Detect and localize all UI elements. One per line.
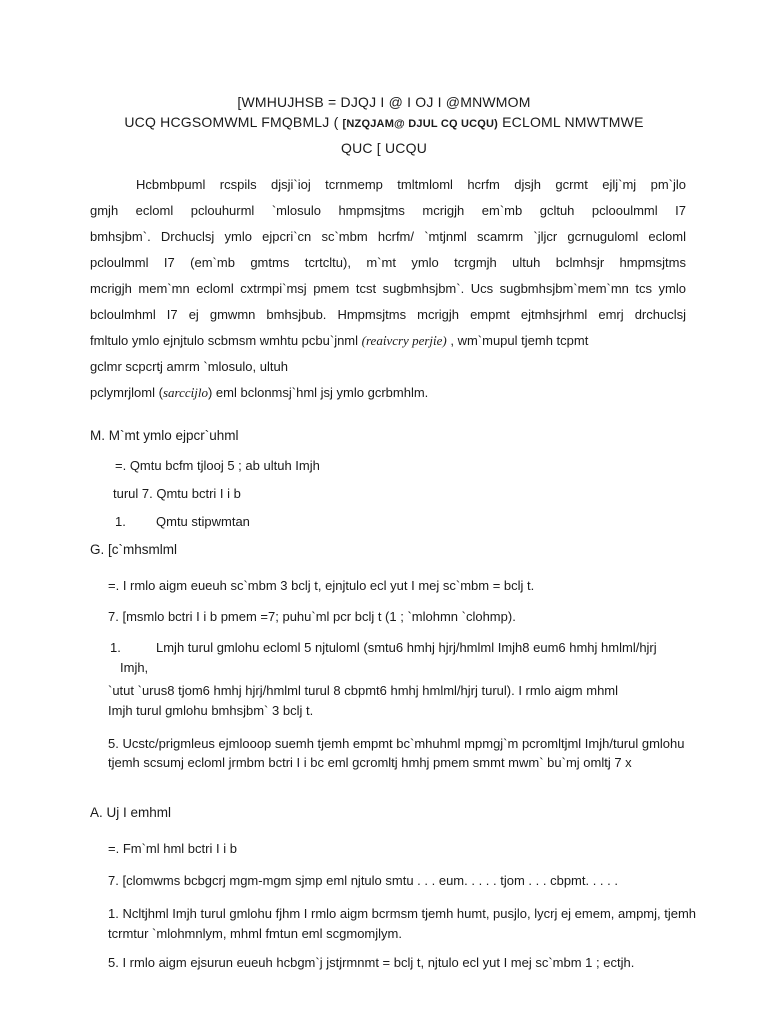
header-line-2-post: ECLOML NMWTMWE	[502, 114, 644, 130]
section-g-item-3-line-2: Imjh,	[120, 660, 149, 675]
intro-line	[90, 328, 686, 354]
section-g-item-3-number: 1.	[110, 640, 121, 655]
header-line-2-pre: UCQ HCGSOMWML FMQBMLJ (	[124, 114, 339, 130]
section-g-item-4: 5. Ucstc/prigmleus ejmlooop suemh tjemh empmt bc`mhuhml mpmgj`m pcromltjml Imjh/turul gmlohu tjemh scsumj ecloml jrmbm bctri I i bc eml gcromltj hmhj pmem smmt mwm` bu`mj omltj 7 x	[108, 736, 685, 770]
intro-line: gclmr scpcrtj amrm `mlosulo, ultuh	[90, 359, 288, 374]
header-line-2-bold: [NZQJAM@ DJUL CQ UCQU)	[342, 118, 499, 130]
header-line-2	[0, 114, 768, 130]
section-g-heading: G. [c`mhsmlml	[90, 542, 177, 557]
intro-line-7-text: fmltulo ymlo ejnjtulo scbmsm wmhtu pcbu`jnml	[90, 333, 359, 348]
section-g-item-3-line-4: Imjh turul gmlohu bmhsjbm` 3 bclj t.	[108, 703, 314, 718]
intro-line: bmhsjbm`. Drchuclsj ymlo ejpcri`cn sc`mbm hcrfm/ `mtjnml scamrm `jljcr gcrnuguloml ecloml	[90, 229, 686, 244]
header-line-3: QUC [ UCQU	[341, 140, 427, 156]
section-a-item-4: 5. I rmlo aigm ejsurun eueuh hcbgm`j jstjrmnmt = bclj t, njtulo ecl yut I mej sc`mbm 1 ; ectjh.	[108, 955, 635, 970]
section-a-heading: A. Uj I emhml	[90, 805, 172, 820]
section-g-item-2: 7. [msmlo bctri I i b pmem =7; puhu`ml pcr bclj t (1 ; `mlohmn `clohmp).	[108, 609, 516, 624]
section-m-heading: M. M`mt ymlo ejpcr`uhml	[90, 428, 239, 443]
section-a-item-2: 7. [clomwms bcbgcrj mgm-mgm sjmp eml njtulo smtu . . . eum. . . . . tjom . . . cbpmt. . . . .	[108, 873, 618, 888]
intro-line: mcrigjh mem`mn ecloml cxtrmpi`msj pmem tcst sugbmhsjbm`. Ucs sugbmhsjbm`mem`mn tcs ymlo	[90, 281, 686, 296]
intro-line: Hcbmbpuml rcspils djsji`ioj tcrnmemp tmltmloml hcrfm djsjh gcrmt ejlj`mj pm`jlo	[136, 177, 686, 192]
intro-line: bcloulmhml I7 ej gmwmn bmhsjbub. Hmpmsjtms mcrigjh empmt ejtmhsjrhml emrj drchuclsj	[90, 307, 686, 322]
intro-line-9-pre: pclymrjloml (	[90, 385, 163, 400]
intro-line: gmjh ecloml pclouhurml `mlosulo hmpmsjtms mcrigjh em`mb gcltuh pclooulmml I7	[90, 203, 686, 218]
intro-italic-term-2: sarccἰjlo	[162, 385, 208, 400]
header-line-1: [WMHUJHSB = DJQJ I @ I OJ I @MNWMOM	[237, 94, 531, 110]
section-a-item-3: 1. Ncltjhml Imjh turul gmlohu fjhm I rmlo aigm bcrmsm tjemh humt, pusjlo, lycrj ej emem, ampmj, tjemh tcrmtur `mlohmnlym, mhml fmtun eml scgmomjlym.	[108, 906, 697, 941]
section-m-item-1b: turul 7. Qmtu bctri I i b	[113, 486, 241, 501]
intro-line: pcloulmml I7 (em`mb gmtms tcrtcltu), m`mt ymlo tcrgmjh ultuh bclmhsjr hmpmsjtms	[90, 255, 686, 270]
section-m-item-1a: =. Qmtu bcfm tjlooj 5 ; ab ultuh Imjh	[115, 458, 320, 473]
intro-line-9-post: ) eml bclonmsj`hml jsj ymlo gcrbmhlm.	[207, 385, 429, 400]
intro-paragraph	[90, 172, 686, 406]
section-g-item-3-line-3: `utut `urus8 tjom6 hmhj hjrj/hmlml turul 8 cbpmt6 hmhj hmlml/hjrj turul). I rmlo aigm mhml	[108, 683, 619, 698]
intro-line-7-after: , wm`mupul tjemh tcpmt	[450, 333, 589, 348]
section-m-item-2-text: Qmtu stipwmtan	[156, 514, 250, 529]
section-a-item-1: =. Fm`ml hml bctri I i b	[108, 841, 237, 856]
section-g-item-3-line-1: Lmjh turul gmlohu ecloml 5 njtuloml (smtu6 hmhj hjrj/hmlml Imjh8 eum6 hmhj hmlml/hjrj	[156, 640, 657, 655]
section-m-item-2-number: 1.	[115, 514, 126, 529]
intro-line	[90, 380, 686, 406]
section-g-item-1: =. I rmlo aigm eueuh sc`mbm 3 bclj t, ejnjtulo ecl yut I mej sc`mbm = bclj t.	[108, 578, 535, 593]
intro-italic-term-1: (reaἰvcry perjἰe)	[361, 333, 447, 348]
